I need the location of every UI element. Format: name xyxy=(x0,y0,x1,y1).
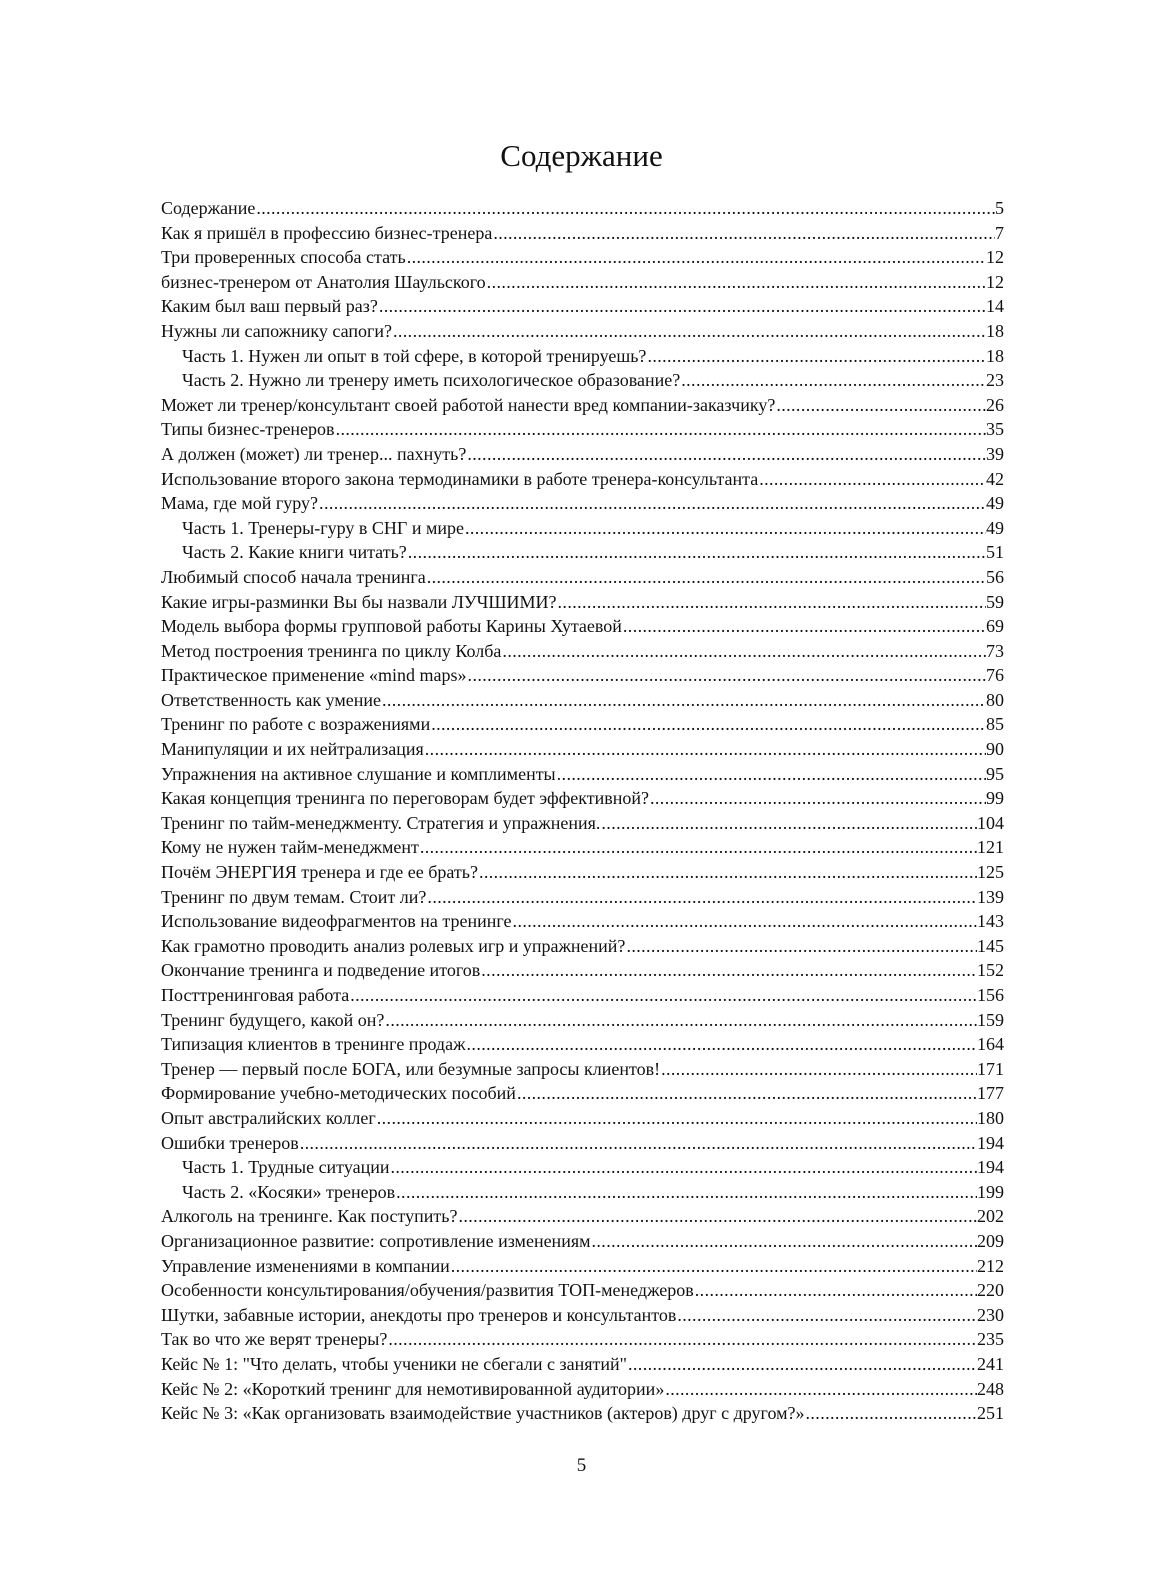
toc-entry[interactable] xyxy=(161,835,1004,860)
toc-entry-title: Нужны ли сапожнику сапоги? xyxy=(161,320,392,341)
toc-dot-leader xyxy=(255,196,995,221)
toc-entry[interactable] xyxy=(161,811,1004,836)
toc-entry[interactable] xyxy=(161,1081,1004,1106)
toc-dot-leader xyxy=(318,491,986,516)
toc-entry-title: Три проверенных способа стать xyxy=(161,247,406,268)
toc-entry-page: 76 xyxy=(986,665,1004,686)
toc-entry-title: Может ли тренер/консультант своей работой нанести вред компании-заказчику? xyxy=(161,394,776,415)
toc-entry-title: бизнес-тренером от Анатолия Шаульского xyxy=(161,271,486,292)
toc-dot-leader xyxy=(384,1008,977,1033)
toc-dot-leader xyxy=(758,467,986,492)
toc-entry-title: Особенности консультирования/обучения/развития ТОП-менеджеров xyxy=(161,1280,694,1301)
toc-entry-page: 199 xyxy=(977,1181,1004,1202)
toc-dot-leader xyxy=(378,294,986,319)
toc-entry[interactable] xyxy=(161,1327,1004,1352)
toc-entry-page: 230 xyxy=(977,1304,1004,1325)
toc-dot-leader xyxy=(467,663,986,688)
toc-entry-page: 145 xyxy=(977,935,1004,956)
toc-entry-page: 241 xyxy=(977,1353,1004,1374)
toc-entry-title: Упражнения на активное слушание и комплименты xyxy=(161,763,556,784)
toc-entry-page: 156 xyxy=(977,985,1004,1005)
toc-entry-page: 73 xyxy=(986,640,1004,661)
toc-dot-leader xyxy=(649,786,986,811)
toc-entry-title: Так во что же верят тренеры? xyxy=(161,1329,388,1350)
toc-dot-leader xyxy=(627,1352,977,1377)
toc-dot-leader xyxy=(466,1032,977,1057)
toc-entry-page: 90 xyxy=(986,739,1004,760)
toc-entry[interactable] xyxy=(161,442,1004,467)
toc-dot-leader xyxy=(557,590,986,615)
toc-entry[interactable] xyxy=(161,958,1004,983)
toc-entry[interactable] xyxy=(161,368,1004,393)
toc-entry-page: 248 xyxy=(977,1378,1004,1399)
toc-entry[interactable] xyxy=(161,565,1004,590)
toc-dot-leader xyxy=(694,1278,977,1303)
toc-dot-leader xyxy=(466,442,986,467)
toc-entry[interactable] xyxy=(161,294,1004,319)
toc-dot-leader xyxy=(492,221,995,246)
toc-entry[interactable] xyxy=(161,639,1004,664)
toc-dot-leader xyxy=(625,934,977,959)
toc-dot-leader xyxy=(426,565,986,590)
toc-entry-page: 159 xyxy=(977,1009,1004,1030)
toc-entry[interactable] xyxy=(161,688,1004,713)
toc-entry-title: Управление изменениями в компании xyxy=(161,1255,450,1276)
toc-entry-title: Тренер — первый после БОГА, или безумные запросы клиентов! xyxy=(161,1058,661,1079)
toc-entry-title: Тренинг по тайм-менеджменту. Стратегия и упражнения. xyxy=(161,812,601,833)
toc-dot-leader xyxy=(299,1131,977,1156)
toc-entry-page: 251 xyxy=(977,1403,1004,1424)
toc-entry-page: 209 xyxy=(977,1230,1004,1251)
toc-dot-leader xyxy=(335,417,986,442)
toc-entry-page: 125 xyxy=(977,862,1004,883)
toc-dot-leader xyxy=(486,270,986,295)
toc-entry-page: 104 xyxy=(977,812,1004,833)
toc-entry-title: Как грамотно проводить анализ ролевых игр и упражнений? xyxy=(161,935,626,956)
toc-entry-title: Манипуляции и их нейтрализация xyxy=(161,739,424,760)
toc-dot-leader xyxy=(646,344,986,369)
toc-entry[interactable] xyxy=(161,712,1004,737)
toc-entry[interactable] xyxy=(161,319,1004,344)
toc-entry[interactable] xyxy=(161,270,1004,295)
toc-entry[interactable] xyxy=(161,983,1004,1008)
toc-entry-title: Почём ЭНЕРГИЯ тренера и где ее брать? xyxy=(161,862,478,883)
toc-entry-title: Часть 2. Какие книги читать? xyxy=(182,542,407,563)
toc-entry[interactable] xyxy=(161,1180,1004,1205)
toc-entry-title: Посттренинговая работа xyxy=(161,985,350,1005)
toc-entry[interactable] xyxy=(161,1303,1004,1328)
toc-dot-leader xyxy=(457,1204,977,1229)
toc-entry-page: 220 xyxy=(977,1280,1004,1301)
toc-entry-title: Использование видеофрагментов на тренинге xyxy=(161,911,512,932)
toc-entry-title: Часть 2. Нужно ли тренеру иметь психологическое образование? xyxy=(182,370,681,391)
toc-dot-leader xyxy=(406,245,986,270)
toc-entry-page: 42 xyxy=(986,468,1004,489)
page-title: Содержание xyxy=(500,138,663,173)
toc-entry[interactable] xyxy=(161,344,1004,369)
toc-entry-page: 56 xyxy=(986,566,1004,587)
toc-entry-title: Использование второго закона термодинамики в работе тренера-консультанта xyxy=(161,468,759,489)
toc-entry-title: Часть 1. Трудные ситуации xyxy=(182,1157,390,1178)
toc-dot-leader xyxy=(501,639,986,664)
toc-entry[interactable] xyxy=(161,245,1004,270)
toc-entry-title: Какие игры-разминки Вы бы назвали ЛУЧШИМИ? xyxy=(161,591,557,612)
toc-entry-page: 14 xyxy=(986,296,1004,317)
toc-entry-page: 69 xyxy=(986,616,1004,637)
toc-entry-page: 177 xyxy=(977,1083,1004,1104)
toc-entry-title: Модель выбора формы групповой работы Карины Хутаевой xyxy=(161,616,622,637)
toc-entry-title: Организационное развитие: сопротивление изменениям xyxy=(161,1230,591,1251)
toc-dot-leader xyxy=(450,1254,977,1279)
toc-entry[interactable] xyxy=(161,1057,1004,1082)
toc-entry-title: Окончание тренинга и подведение итогов xyxy=(161,960,481,981)
toc-dot-leader xyxy=(600,811,977,836)
toc-entry-title: Каким был ваш первый раз? xyxy=(161,296,378,317)
toc-dot-leader xyxy=(660,1057,977,1082)
toc-entry[interactable] xyxy=(161,1229,1004,1254)
toc-entry-page: 139 xyxy=(977,886,1004,907)
toc-entry-title: Кейс № 1: "Что делать, чтобы ученики не сбегали с занятий" xyxy=(161,1353,627,1374)
toc-entry-page: 152 xyxy=(977,960,1004,981)
toc-dot-leader xyxy=(381,688,986,713)
toc-entry-page: 212 xyxy=(977,1255,1004,1276)
toc-entry-page: 180 xyxy=(977,1107,1004,1128)
toc-entry-title: Кейс № 3: «Как организовать взаимодействие участников (актеров) друг с другом?» xyxy=(161,1403,805,1424)
toc-entry-page: 51 xyxy=(986,542,1004,563)
toc-dot-leader xyxy=(805,1401,978,1426)
toc-entry-page: 121 xyxy=(977,837,1004,858)
toc-dot-leader xyxy=(395,1180,977,1205)
toc-dot-leader xyxy=(512,909,977,934)
toc-entry[interactable] xyxy=(161,1032,1004,1057)
toc-dot-leader xyxy=(430,712,986,737)
toc-entry[interactable] xyxy=(161,762,1004,787)
toc-entry[interactable] xyxy=(161,516,1004,541)
toc-entry-page: 7 xyxy=(995,222,1004,243)
toc-dot-leader xyxy=(464,516,986,541)
toc-entry-page: 23 xyxy=(986,370,1004,391)
toc-entry[interactable] xyxy=(161,540,1004,565)
toc-entry[interactable] xyxy=(161,1352,1004,1377)
toc-entry-page: 202 xyxy=(977,1206,1004,1227)
toc-entry-page: 39 xyxy=(986,443,1004,464)
toc-entry[interactable] xyxy=(161,737,1004,762)
toc-entry[interactable] xyxy=(161,909,1004,934)
toc-entry[interactable] xyxy=(161,934,1004,959)
toc-entry-title: Часть 1. Тренеры-гуру в СНГ и мире xyxy=(182,517,464,538)
toc-entry[interactable] xyxy=(161,1106,1004,1131)
toc-entry-page: 26 xyxy=(986,394,1004,415)
toc-entry[interactable] xyxy=(161,491,1004,516)
toc-entry-page: 99 xyxy=(986,788,1004,809)
page-number: 5 xyxy=(576,1455,587,1476)
toc-entry-title: Тренинг по работе с возражениями xyxy=(161,714,431,735)
toc-entry-title: Алкоголь на тренинге. Как поступить? xyxy=(161,1206,458,1227)
toc-entry-page: 35 xyxy=(986,419,1004,440)
toc-entry-title: Кейс № 2: «Короткий тренинг для немотивированной аудитории» xyxy=(161,1378,665,1399)
toc-entry[interactable] xyxy=(161,614,1004,639)
toc-entry-page: 85 xyxy=(986,714,1004,735)
toc-entry-page: 143 xyxy=(977,911,1004,932)
toc-entry-title: Формирование учебно-методических пособий xyxy=(161,1083,516,1104)
toc-entry[interactable] xyxy=(161,417,1004,442)
toc-entry-page: 18 xyxy=(986,320,1004,341)
toc-dot-leader xyxy=(680,368,986,393)
toc-entry-page: 194 xyxy=(977,1157,1004,1178)
toc-entry[interactable] xyxy=(161,1377,1004,1402)
toc-entry[interactable] xyxy=(161,663,1004,688)
toc-entry-page: 12 xyxy=(986,247,1004,268)
toc-entry-title: Тренинг по двум темам. Стоит ли? xyxy=(161,886,427,907)
toc-dot-leader xyxy=(387,1327,977,1352)
toc-entry-title: Ошибки тренеров xyxy=(161,1132,299,1153)
toc-dot-leader xyxy=(775,393,986,418)
toc-entry[interactable] xyxy=(161,590,1004,615)
toc-entry-title: Типизация клиентов в тренинге продаж xyxy=(161,1034,466,1055)
toc-entry-page: 164 xyxy=(977,1034,1004,1055)
toc-entry[interactable] xyxy=(161,196,1004,221)
toc-entry-title: Часть 1. Нужен ли опыт в той сфере, в которой тренируешь? xyxy=(182,345,647,366)
toc-dot-leader xyxy=(389,1155,977,1180)
toc-entry-page: 49 xyxy=(986,493,1004,514)
toc-entry-title: Какая концепция тренинга по переговорам будет эффективной? xyxy=(161,788,649,809)
toc-entry-title: Часть 2. «Косяки» тренеров xyxy=(182,1181,396,1202)
toc-entry[interactable] xyxy=(161,1155,1004,1180)
toc-dot-leader xyxy=(556,762,986,787)
toc-entry-title: А должен (может) ли тренер... пахнуть? xyxy=(161,443,467,464)
toc-entry[interactable] xyxy=(161,1278,1004,1303)
toc-entry-title: Ответственность как умение xyxy=(161,689,381,710)
toc-entry-title: Как я пришёл в профессию бизнес-тренера xyxy=(161,222,493,243)
toc-entry-title: Типы бизнес-тренеров xyxy=(161,419,335,440)
toc-entry[interactable] xyxy=(161,1254,1004,1279)
toc-entry-title: Содержание xyxy=(161,198,256,218)
toc-dot-leader xyxy=(622,614,986,639)
toc-entry[interactable] xyxy=(161,786,1004,811)
toc-entry[interactable] xyxy=(161,221,1004,246)
toc-dot-leader xyxy=(376,1106,977,1131)
toc-entry-title: Любимый способ начала тренинга xyxy=(161,566,426,587)
toc-entry-page: 171 xyxy=(977,1058,1004,1079)
toc-dot-leader xyxy=(516,1081,977,1106)
toc-dot-leader xyxy=(424,737,986,762)
toc-dot-leader xyxy=(676,1303,977,1328)
toc-entry[interactable] xyxy=(161,1204,1004,1229)
toc-dot-leader xyxy=(480,958,977,983)
toc-entry-title: Практическое применение «mind maps» xyxy=(161,665,467,686)
toc-dot-leader xyxy=(419,835,977,860)
toc-dot-leader xyxy=(591,1229,978,1254)
toc-entry-page: 18 xyxy=(986,345,1004,366)
toc-dot-leader xyxy=(478,860,977,885)
toc-entry-title: Опыт австралийских коллег xyxy=(161,1107,376,1128)
toc-entry-page: 235 xyxy=(977,1329,1004,1350)
toc-entry-page: 194 xyxy=(977,1132,1004,1153)
toc-entry-page: 49 xyxy=(986,517,1004,538)
toc-dot-leader xyxy=(426,885,977,910)
toc-entry[interactable] xyxy=(161,1401,1004,1426)
toc-entry[interactable] xyxy=(161,467,1004,492)
toc-entry[interactable] xyxy=(161,393,1004,418)
toc-entry-title: Шутки, забавные истории, анекдоты про тренеров и консультантов xyxy=(161,1304,677,1325)
toc-entry[interactable] xyxy=(161,885,1004,910)
toc-entry-page: 5 xyxy=(995,198,1004,218)
toc-entry-title: Тренинг будущего, какой он? xyxy=(161,1009,385,1030)
toc-entry-page: 12 xyxy=(986,271,1004,292)
toc-dot-leader xyxy=(407,540,986,565)
toc-entry-title: Метод построения тренинга по циклу Колба xyxy=(161,640,502,661)
toc-entry[interactable] xyxy=(161,1131,1004,1156)
toc-dot-leader xyxy=(349,983,977,1008)
toc-entry-title: Кому не нужен тайм-менеджмент xyxy=(161,837,419,858)
toc-entry-title: Мама, где мой гуру? xyxy=(161,493,319,514)
toc-dot-leader xyxy=(392,319,986,344)
toc-entry-page: 59 xyxy=(986,591,1004,612)
toc-entry-page: 95 xyxy=(986,763,1004,784)
toc-entry-page: 80 xyxy=(986,689,1004,710)
toc-entry[interactable] xyxy=(161,1008,1004,1033)
toc-dot-leader xyxy=(664,1377,977,1402)
table-of-contents xyxy=(161,196,1004,1426)
toc-entry[interactable] xyxy=(161,860,1004,885)
